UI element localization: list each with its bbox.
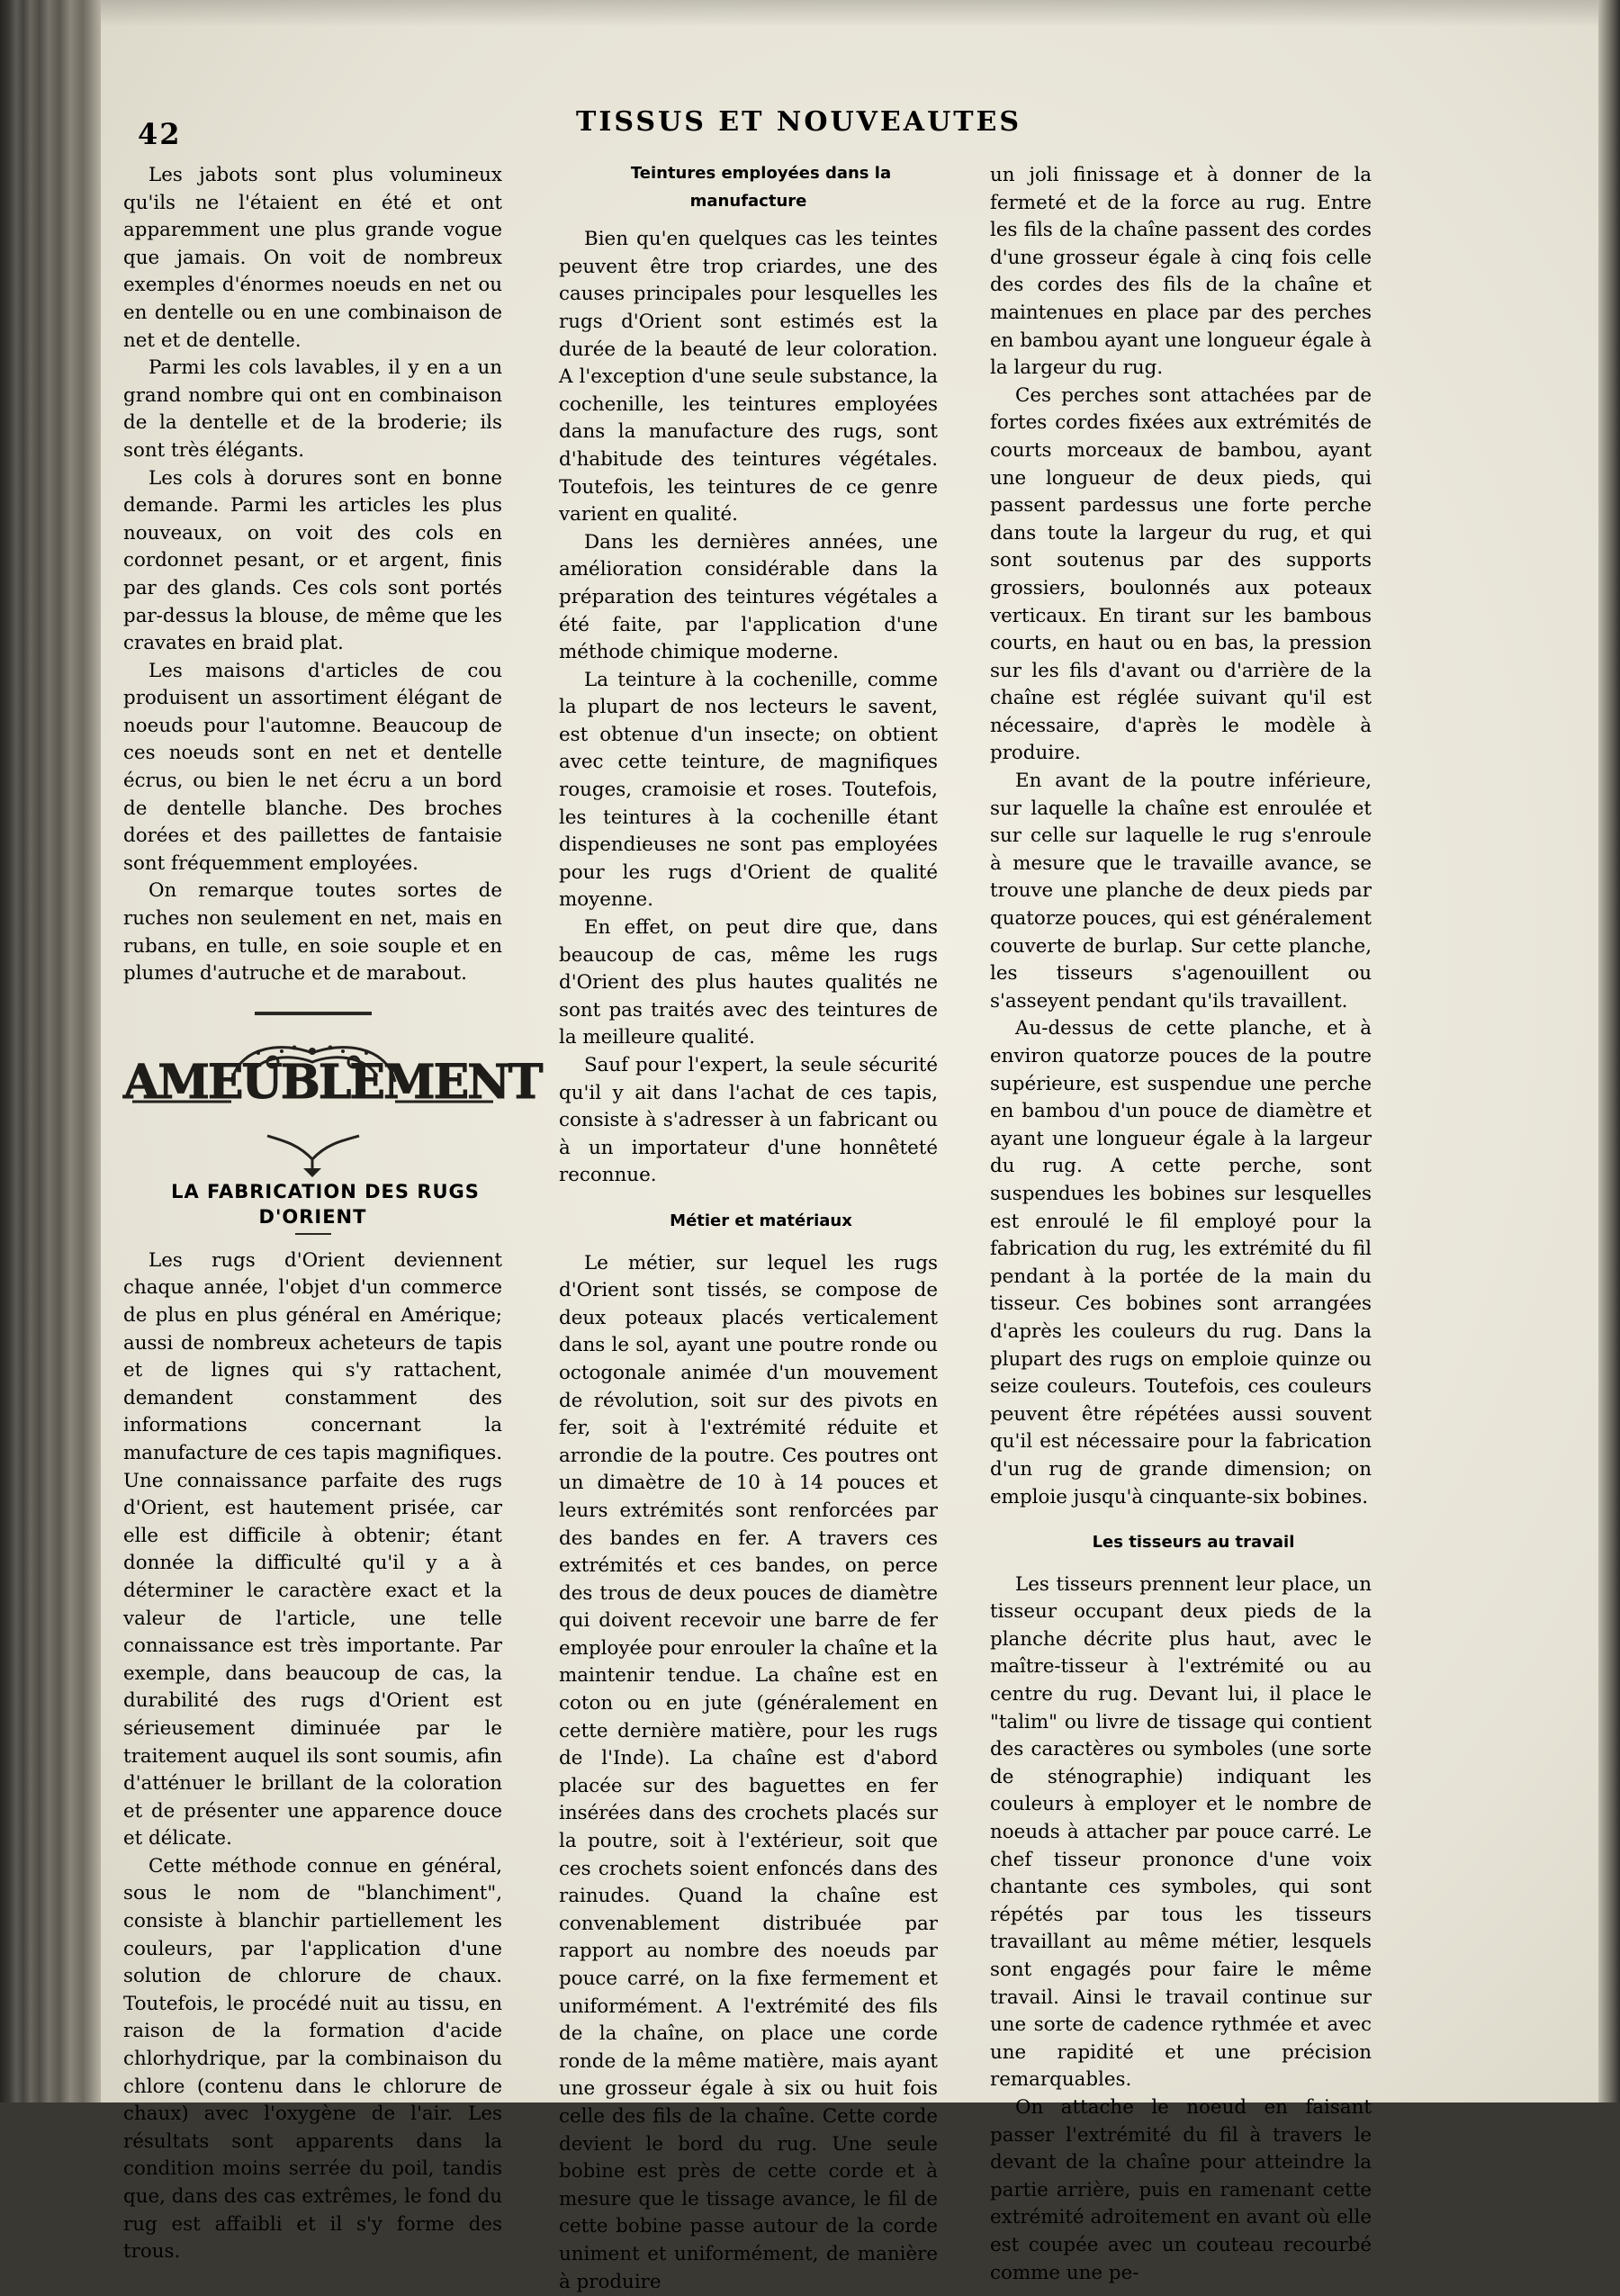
paragraph: Les tisseurs prennent leur place, un tisseur occupant deux pieds de la planche décrite plus haut, avec le maître-tisseur à l'extrémité ou au centre du rug. Devant lui, il place le "talim" ou livre de tissage qui contient des caractères ou symboles (une sorte de sténographie) indiquant les couleurs à employer et le nombre de noeuds à attacher par pouce carré. Le chef tisseur prononce d'une voix chantante ces symboles, qui sont répétés par tous les tisseurs travaillant au même métier, lesquels sont engagés pour faire le même travail. Ainsi le travail continue sur une sorte de cadence rythmée et avec une rapidité et une précision remarquables.: [990, 1572, 1372, 2092]
page-number: 42: [138, 117, 182, 151]
article-title: [123, 1179, 502, 1229]
paragraph: Les cols à dorures sont en bonne demande. Parmi les articles les plus nouveaux, on voit des cols en cordonnet pesant, or et argent, finis par des glands. Ces cols sont portés par-dessus la blouse, de même que les cravates en braid plat.: [123, 466, 502, 655]
title-rule: [295, 1233, 331, 1235]
paragraph: En avant de la poutre inférieure, sur laquelle la chaîne est enroulée et sur celle sur laquelle le rug s'enroule à mesure que le travaille avance, se trouve une planche de deux pieds par quatorze pouces, qui est généralement couverte de burlap. Sur cette planche, les tisseurs s'agenouillent ou s'asseyent pendant qu'ils travaillent.: [990, 770, 1372, 1013]
paragraph: Bien qu'en quelques cas les teintes peuvent être trop criardes, une des causes principales pour lesquelles les rugs d'Orient sont estimés est la durée de la beauté de leur coloration. A l'exception d'une seule substance, la cochenille, les teintures employées dans la manufacture des rugs, sont d'habitude des teintures végétales. Toutefois, les teintures de ce genre varient en qualité.: [559, 228, 938, 527]
paragraph: Au-dessus de cette planche, et à environ quatorze pouces de la poutre supérieure, est suspendue une perche en bambou d'un pouce de diamètre et ayant une longueur égale à la largeur du rug. A cette perche, sont suspendues les bobines sur lesquelles est enroulé le fil employé pour la fabrication du rug, les extrémité du fil pendant à la portée de la main du tisseur. Ces bobines sont arrangées d'après les couleurs du rug. Dans la plupart des rugs on emploie quinze ou seize couleurs. Toutefois, ces couleurs peuvent être répétées aussi souvent qu'il est nécessaire pour la fabrication d'un rug de grande dimension; on emploie jusqu'à cinquante-six bobines.: [990, 1017, 1372, 1508]
paragraph: On attache le noeud en faisant passer l'extrémité du fil à travers le devant de la chaîne pour atteindre la partie arrière, puis en ramenant cette extrémité adroitement en avant où elle est coupée avec un couteau recourbé comme une pe-: [990, 2095, 1372, 2284]
section-banner: [123, 1026, 542, 1179]
running-title: TISSUS ET NOUVEAUTES: [576, 106, 1022, 138]
column-3: [990, 162, 1372, 2287]
paragraph: Les rugs d'Orient deviennent chaque année, l'objet d'un commerce de plus en plus général en Amérique; aussi de nombreux acheteurs de tapis et de lignes qui s'y rattachent, demandent constamment des informations concernant la manufacture de ces tapis magnifiques. Une connaissance parfaite des rugs d'Orient, est hautement prisée, car elle est difficile à obtenir; étant donnée la difficulté qu'il y a à déterminer le caractère exact et la valeur de l'article, une telle connaissance est très importante. Par exemple, dans beaucoup de cas, la durabilité des rugs d'Orient est sérieusement diminuée par le traitement auquel ils sont soumis, afin d'atténuer le brillant de la coloration et de présenter une apparence douce et délicate.: [123, 1248, 502, 1850]
column-2: [559, 162, 938, 2296]
paragraph: Sauf pour l'expert, la seule sécurité qu'il y ait dans l'achat de ces tapis, consiste à s'adresser à un fabricant ou à un importateur d'une honnêteté reconnue.: [559, 1054, 938, 1187]
right-page-edge: [1598, 0, 1620, 2102]
paragraph: Dans les dernières années, une amélioration considérable dans la préparation des teintures végétales a été faite, par l'application d'une méthode chimique moderne.: [559, 530, 938, 664]
paragraph: Le métier, sur lequel les rugs d'Orient sont tissés, se compose de deux poteaux placés verticalement dans le sol, ayant une poutre ronde ou octogonale animée d'un mouvement de révolution, soit sur des pivots en fer, soit à l'extrémité réduite et arrondie de la poutre. Ces poutres ont un dimaètre de 10 à 14 pouces et leurs extrémités sont renforcées par des bandes en fer. A travers ces extrémités et ces bandes, on perce des trous de deux pouces de diamètre qui doivent recevoir une barre de fer employée pour enrouler la chaîne et la maintenir tendue. La chaîne est en coton ou en jute (généralement en cette dernière matière, pour les rugs de l'Inde). La chaîne est d'abord placée sur des baguettes en fer insérées dans des crochets placés sur la poutre, soit à l'extérieur, soit que ces crochets soient enfoncés dans des rainudes. Quand la chaîne est convenablement distribuée par rapport au nombre des noeuds par pouce carré, on la fixe fermement et uniformément. A l'extrémité des fils de la chaîne, on place une corde ronde de la même matière, mais ayant une grosseur égale à six ou huit fois celle des fils de la chaîne. Cette corde devient le bord du rug. Une seule bobine est près de cette corde et à mesure que le tissage avance, le fil de cette bobine passe autour de la corde uniment et uniformément, de manière à produire: [559, 1251, 938, 2293]
paragraph: La teinture à la cochenille, comme la plupart de nos lecteurs le savent, est obtenue d'un insecte; on obtient avec cette teinture, de magnifiques rouges, cramoisie et roses. Toutefois, les teintures à la cochenille étant dispendieuses ne sont pas employées pour les rugs d'Orient de qualité moyenne.: [559, 668, 938, 912]
paragraph: Cette méthode connue en général, sous le nom de "blanchiment", consiste à blanchir partiellement les couleurs, par l'application d'une solution de chlorure de chaux. Toutefois, le procédé nuit au tissu, en raison de la formation d'acide chlorhydrique, par la combinaison du chlore (contenu dans le chlorure de chaux) avec l'oxygène de l'air. Les résultats sont apparents dans la condition moins serrée du poil, tandis que, dans des cas extrêmes, le fond du rug est affaibli et il s'y forme des trous.: [123, 1854, 502, 2264]
paragraph: Les jabots sont plus volumineux qu'ils ne l'étaient en été et ont apparemment une plus grande vogue que jamais. On voit de nombreux exemples d'énormes noeuds en net ou en dentelle ou en une combinaison de net et de dentelle.: [123, 164, 502, 352]
article-title-line-1: LA FABRICATION DES RUGS: [171, 1180, 480, 1202]
column-1: [123, 162, 542, 2266]
section-divider: [255, 1012, 372, 1015]
book-edge: [0, 0, 106, 2102]
top-shadow: [101, 0, 1602, 27]
subheading: Les tisseurs au travail: [1092, 1533, 1295, 1553]
subheading: Métier et matériaux: [670, 1211, 852, 1230]
paragraph: Parmi les cols lavables, il y en a un grand nombre qui ont en combinaison de la dentelle et de la broderie; ils sont très élégants.: [123, 356, 502, 462]
paragraph: En effet, on peut dire que, dans beaucoup de cas, même les rugs d'Orient des plus hautes qualités ne sont pas traités avec des teintures de la meilleure qualité.: [559, 916, 938, 1049]
section-banner-text: AMEUBLEMENT: [123, 1054, 542, 1110]
paragraph: On remarque toutes sortes de ruches non seulement en net, mais en rubans, en tulle, en soie souple et en plumes d'autruche et de marabout.: [123, 879, 502, 986]
paragraph: Les maisons d'articles de cou produisent un assortiment élégant de noeuds pour l'automne. Beaucoup de ces noeuds sont en net et dentelle écrus, ou bien le net écru a un bord de dentelle blanche. Des broches dorées et des paillettes de fantaisie sont fréquemment employées.: [123, 659, 502, 875]
subheading: Teintures employées dans la manufacture: [630, 164, 892, 211]
paragraph: Ces perches sont attachées par de fortes cordes fixées aux extrémités de courts morceaux de bambou, ayant une longueur de deux pieds, qui passent pardessus une forte perche dans toute la largeur du rug, et qui sont soutenus par des supports grossiers, boulonnés aux poteaux verticaux. En tirant sur les bambous courts, en haut ou en bas, la pression sur les fils d'avant ou d'arrière de la chaîne est réglée suivant qu'il est nécessaire, d'après le modèle à produire.: [990, 383, 1372, 765]
paragraph: un joli finissage et à donner de la fermeté et de la force au rug. Entre les fils de la chaîne passent des cordes d'une grosseur égale à cinq fois celle des cordes des fils de la chaîne et maintenues en place par des perches en bambou ayant une longueur égale à la largeur du rug.: [990, 164, 1372, 380]
article-title-line-2: D'ORIENT: [258, 1205, 367, 1228]
